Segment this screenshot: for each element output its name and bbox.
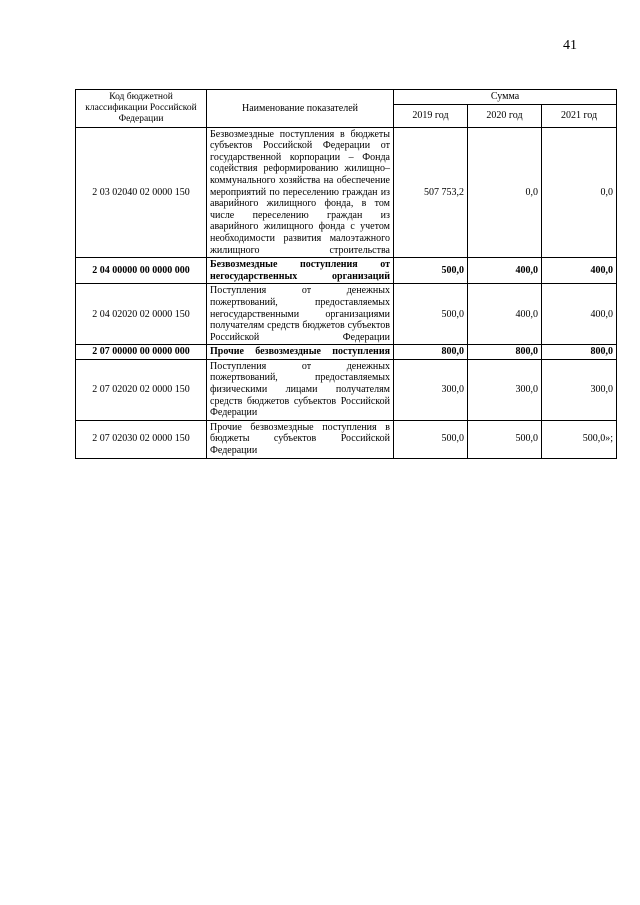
table-row <box>76 127 617 258</box>
row-value-2020: 800,0 <box>468 345 542 360</box>
page-number: 41 <box>563 38 577 53</box>
row-code: 2 07 02020 02 0000 150 <box>76 359 207 420</box>
table-row <box>76 284 617 345</box>
row-name: Безвозмездные поступления от негосударственных организаций <box>207 258 394 284</box>
row-value-2021: 0,0 <box>542 127 617 258</box>
header-year-2019: 2019 год <box>394 104 468 127</box>
row-value-2020: 400,0 <box>468 284 542 345</box>
header-name: Наименование показателей <box>207 90 394 128</box>
row-value-2021: 400,0 <box>542 284 617 345</box>
row-value-2021: 800,0 <box>542 345 617 360</box>
budget-table <box>75 89 617 459</box>
row-code: 2 04 02020 02 0000 150 <box>76 284 207 345</box>
row-value-2019: 500,0 <box>394 420 468 458</box>
row-code: 2 04 00000 00 0000 000 <box>76 258 207 284</box>
row-value-2020: 0,0 <box>468 127 542 258</box>
header-year-2020: 2020 год <box>468 104 542 127</box>
row-code: 2 03 02040 02 0000 150 <box>76 127 207 258</box>
row-value-2019: 300,0 <box>394 359 468 420</box>
row-value-2021: 300,0 <box>542 359 617 420</box>
row-code: 2 07 00000 00 0000 000 <box>76 345 207 360</box>
row-name: Поступления от денежных пожертвований, предоставляемых негосударственными организациями получателям средств бюджетов субъектов Российской Федерации <box>207 284 394 345</box>
header-year-2021: 2021 год <box>542 104 617 127</box>
row-value-2019: 500,0 <box>394 258 468 284</box>
header-sum: Сумма <box>394 90 617 105</box>
row-value-2019: 800,0 <box>394 345 468 360</box>
row-code: 2 07 02030 02 0000 150 <box>76 420 207 458</box>
table-row <box>76 345 617 360</box>
row-name: Безвозмездные поступления в бюджеты субъектов Российской Федерации от государственной корпорации – Фонда содействия реформированию жилищно–коммунального хозяйства на обеспечение мероприятий по переселению граждан из аварийного жилищного фонда, в том числе переселению граждан из аварийного жилищного фонда с учетом необходимости развития малоэтажного жилищного строительства <box>207 127 394 258</box>
row-name: Поступления от денежных пожертвований, предоставляемых физическими лицами получателям средств бюджетов субъектов Российской Федерации <box>207 359 394 420</box>
row-name: Прочие безвозмездные поступления в бюджеты субъектов Российской Федерации <box>207 420 394 458</box>
table-row <box>76 359 617 420</box>
header-code: Код бюджетной классификации Российской Федерации <box>76 90 207 128</box>
row-value-2020: 400,0 <box>468 258 542 284</box>
row-value-2020: 500,0 <box>468 420 542 458</box>
row-value-2020: 300,0 <box>468 359 542 420</box>
row-value-2019: 507 753,2 <box>394 127 468 258</box>
row-name: Прочие безвозмездные поступления <box>207 345 394 360</box>
row-value-2021: 400,0 <box>542 258 617 284</box>
table-row <box>76 420 617 458</box>
row-value-2019: 500,0 <box>394 284 468 345</box>
table-row <box>76 258 617 284</box>
row-value-2021: 500,0»; <box>542 420 617 458</box>
